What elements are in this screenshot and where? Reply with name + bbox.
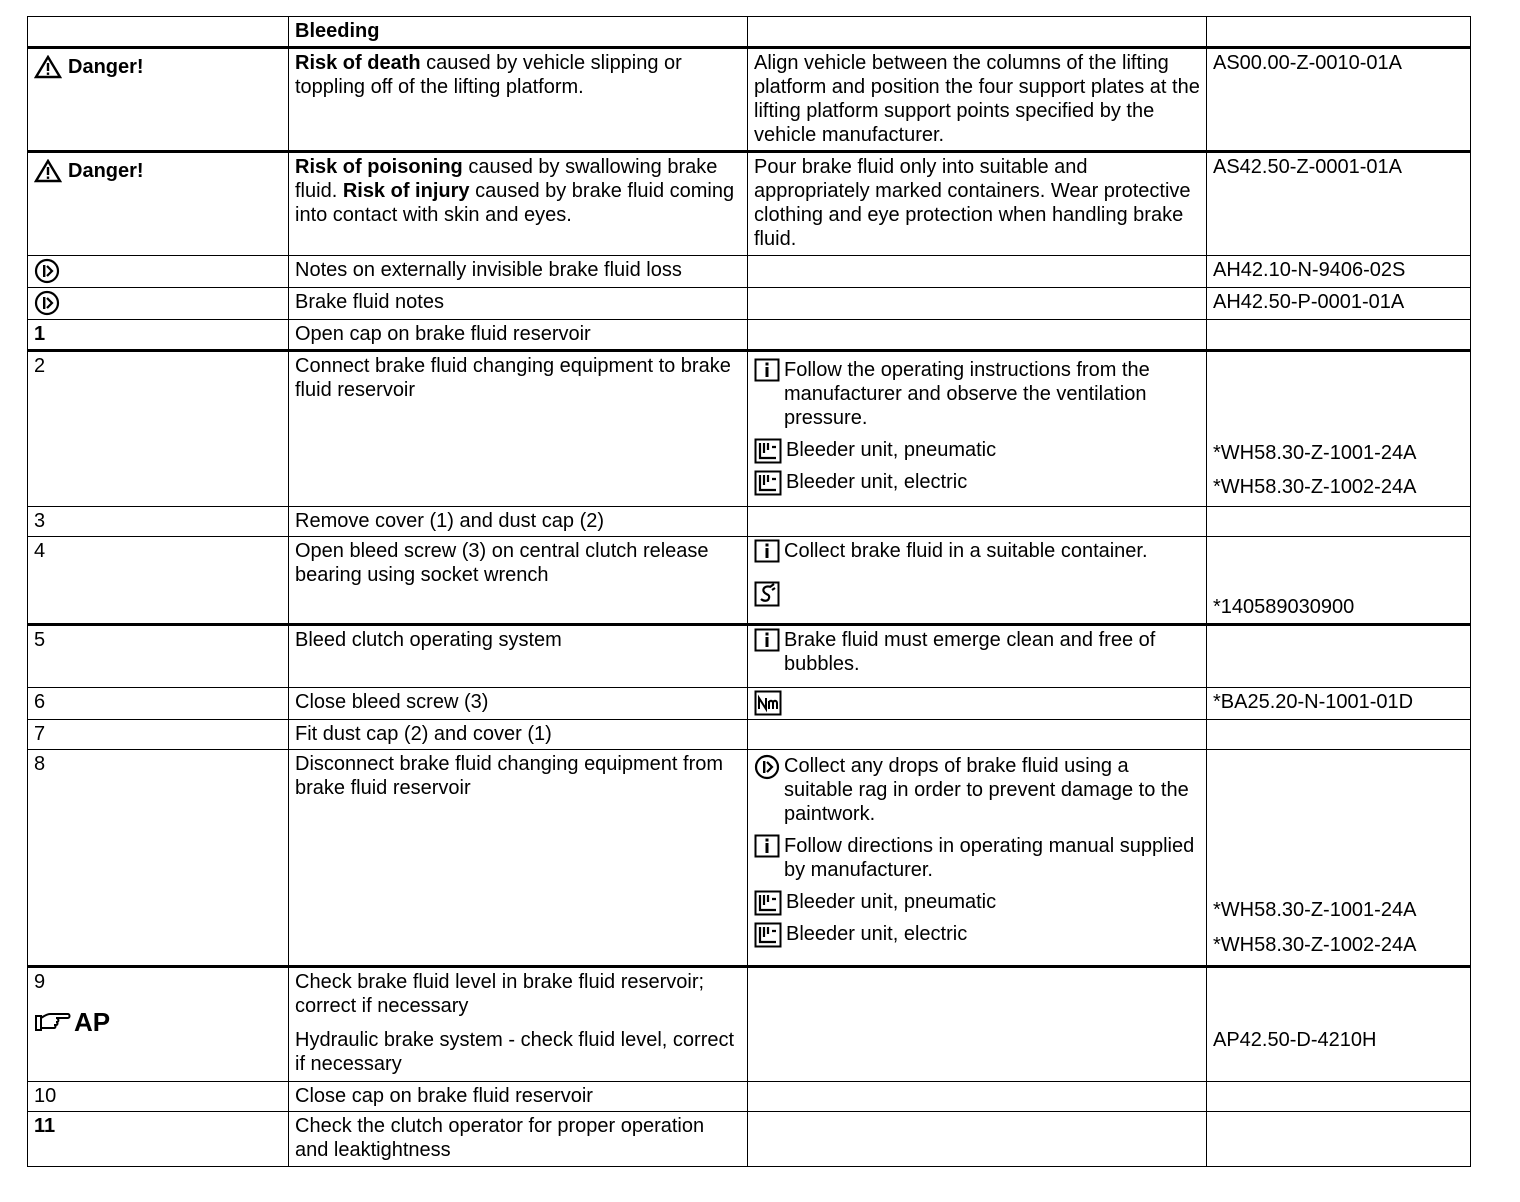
table-row (28, 351, 1471, 507)
action-cell: Notes on externally invisible brake fluid loss (289, 256, 748, 288)
danger-label: Danger! (68, 160, 144, 182)
ref-cell (1207, 17, 1471, 48)
table-row (28, 288, 1471, 320)
table-row-header (28, 17, 1471, 48)
action-cell: Check brake fluid level in brake fluid reservoir; correct if necessary Hydraulic brake system - check fluid level, correct if necessary (289, 967, 748, 1082)
step-cell (28, 17, 289, 48)
step-cell: 3 (28, 507, 289, 537)
notes-cell: Brake fluid must emerge clean and free of bubbles. (748, 625, 1207, 688)
ref-cell: *BA25.20-N-1001-01D (1207, 688, 1471, 720)
step-cell (28, 288, 289, 320)
notes-cell (748, 1112, 1207, 1167)
ref-cell (1207, 720, 1471, 750)
table-row (28, 625, 1471, 688)
ref-cell (1207, 507, 1471, 537)
ref-cell: AP42.50-D-4210H (1207, 967, 1471, 1082)
danger-label: Danger! (68, 56, 144, 78)
action-cell: Check the clutch operator for proper operation and leaktightness (289, 1112, 748, 1167)
bleeder-unit-icon (754, 890, 782, 916)
warning-triangle-icon (34, 55, 62, 79)
action-cell: Remove cover (1) and dust cap (2) (289, 507, 748, 537)
ref-cell (1207, 625, 1471, 688)
step-cell: 6 (28, 688, 289, 720)
notes-cell (748, 288, 1207, 320)
step-cell: 1 (28, 320, 289, 351)
action-cell: Bleed clutch operating system (289, 625, 748, 688)
warning-triangle-icon (34, 159, 62, 183)
ref-cell (1207, 1082, 1471, 1112)
notes-cell (748, 17, 1207, 48)
action-cell: Risk of poisoning caused by swallowing brake fluid. Risk of injury caused by brake fluid coming into contact with skin and eyes. (289, 152, 748, 256)
action-cell: Close bleed screw (3) (289, 688, 748, 720)
table-row (28, 1082, 1471, 1112)
step-cell: 4 (28, 537, 289, 625)
bleeder-unit-icon (754, 470, 782, 496)
action-cell: Brake fluid notes (289, 288, 748, 320)
table-row (28, 507, 1471, 537)
notes-cell: Align vehicle between the columns of the lifting platform and position the four support plates at the lifting platform support points specified by the vehicle manufacturer. (748, 48, 1207, 152)
step-cell: 8 (28, 750, 289, 967)
ap-label: AP (74, 1007, 111, 1037)
notes-cell (748, 720, 1207, 750)
notes-cell: Collect any drops of brake fluid using a suitable rag in order to prevent damage to the paintwork. Follow directions in operating manual supplied by manufacturer. Bleeder unit, pneumatic Bleeder unit, electric (748, 750, 1207, 967)
table-row (28, 750, 1471, 967)
notes-cell (748, 967, 1207, 1082)
ref-cell: *WH58.30-Z-1001-24A *WH58.30-Z-1002-24A (1207, 351, 1471, 507)
table-row (28, 537, 1471, 625)
step-cell: 9 AP (28, 967, 289, 1082)
notes-cell (748, 256, 1207, 288)
note-circle-icon (754, 754, 780, 780)
notes-cell (748, 507, 1207, 537)
section-title: Bleeding (289, 17, 748, 48)
table-row (28, 967, 1471, 1082)
info-icon (754, 834, 780, 858)
action-cell: Disconnect brake fluid changing equipment from brake fluid reservoir (289, 750, 748, 967)
ref-cell: *140589030900 (1207, 537, 1471, 625)
procedure-table (27, 16, 1471, 1167)
table-row (28, 688, 1471, 720)
ref-cell (1207, 320, 1471, 351)
notes-cell: Collect brake fluid in a suitable container. (748, 537, 1207, 625)
action-cell: Fit dust cap (2) and cover (1) (289, 720, 748, 750)
step-cell (28, 48, 289, 152)
special-tool-icon (754, 581, 780, 607)
action-cell: Open bleed screw (3) on central clutch release bearing using socket wrench (289, 537, 748, 625)
ref-cell (1207, 1112, 1471, 1167)
ref-cell: AS42.50-Z-0001-01A (1207, 152, 1471, 256)
notes-cell: Pour brake fluid only into suitable and appropriately marked containers. Wear protective clothing and eye protection when handling brake fluid. (748, 152, 1207, 256)
ref-cell: AS00.00-Z-0010-01A (1207, 48, 1471, 152)
action-cell: Connect brake fluid changing equipment to brake fluid reservoir (289, 351, 748, 507)
note-circle-icon (34, 258, 60, 284)
info-icon (754, 628, 780, 652)
pointing-hand-icon (34, 1010, 72, 1034)
step-cell (28, 256, 289, 288)
info-icon (754, 539, 780, 563)
ref-cell: AH42.50-P-0001-01A (1207, 288, 1471, 320)
action-cell: Close cap on brake fluid reservoir (289, 1082, 748, 1112)
action-cell: Open cap on brake fluid reservoir (289, 320, 748, 351)
table-row (28, 152, 1471, 256)
table-row (28, 720, 1471, 750)
torque-nm-icon (754, 690, 782, 716)
step-cell: 5 (28, 625, 289, 688)
ref-cell: *WH58.30-Z-1001-24A *WH58.30-Z-1002-24A (1207, 750, 1471, 967)
table-row (28, 320, 1471, 351)
table-row (28, 256, 1471, 288)
notes-cell (748, 688, 1207, 720)
step-cell: 11 (28, 1112, 289, 1167)
note-circle-icon (34, 290, 60, 316)
notes-cell (748, 1082, 1207, 1112)
action-cell: Risk of death caused by vehicle slipping or toppling off of the lifting platform. (289, 48, 748, 152)
step-cell: 10 (28, 1082, 289, 1112)
notes-cell (748, 320, 1207, 351)
table-row (28, 1112, 1471, 1167)
table-row (28, 48, 1471, 152)
bleeder-unit-icon (754, 922, 782, 948)
bleeder-unit-icon (754, 438, 782, 464)
step-cell: 2 (28, 351, 289, 507)
ref-cell: AH42.10-N-9406-02S (1207, 256, 1471, 288)
step-cell (28, 152, 289, 256)
step-cell: 7 (28, 720, 289, 750)
notes-cell: Follow the operating instructions from the manufacturer and observe the ventilation pressure. Bleeder unit, pneumatic Bleeder unit, electric (748, 351, 1207, 507)
info-icon (754, 358, 780, 382)
